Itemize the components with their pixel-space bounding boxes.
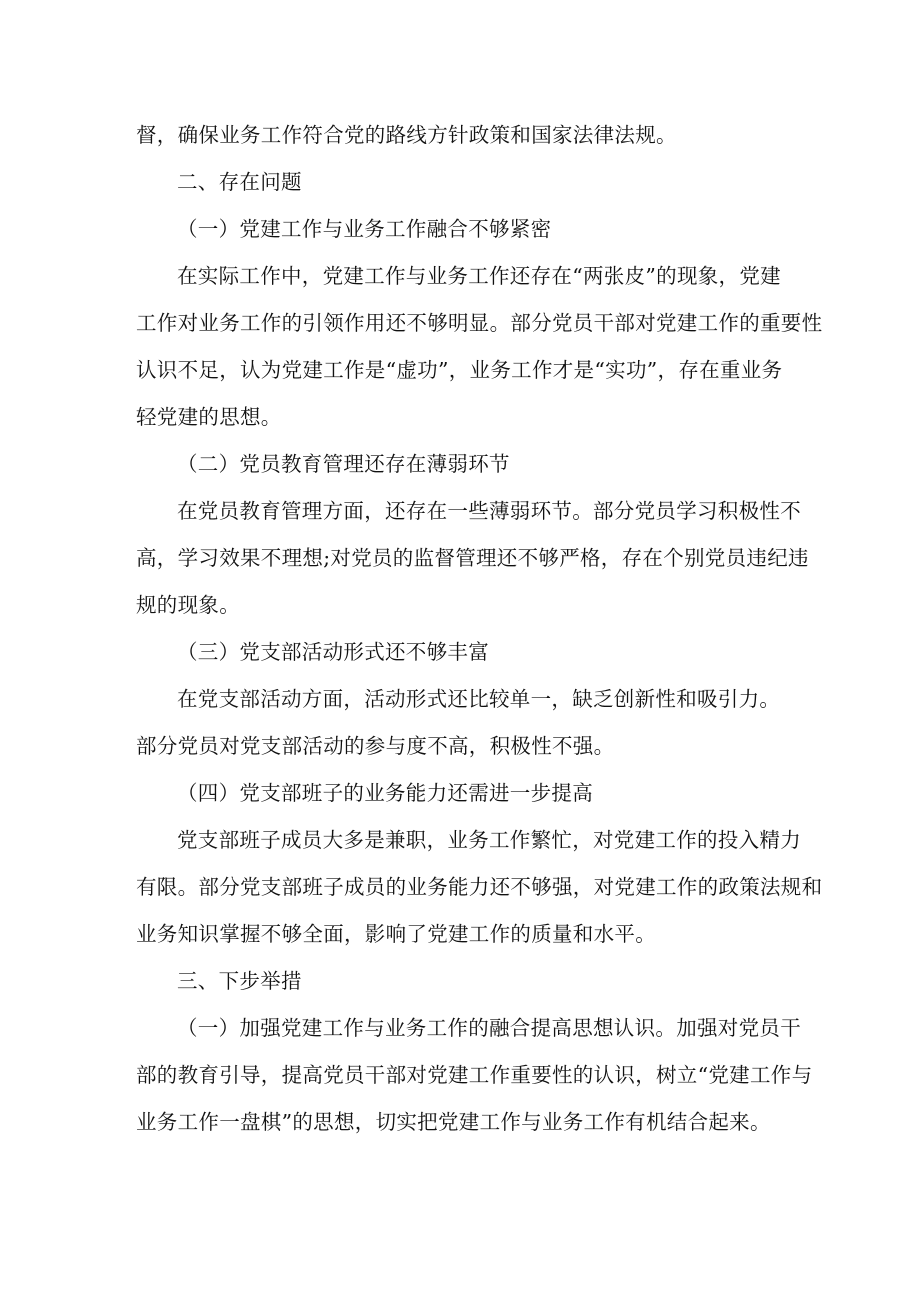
text-line: 轻党建的思想。 — [136, 405, 282, 429]
text-line: 工作对业务工作的引领作用还不够明显。部分党员干部对党建工作的重要性 — [136, 311, 823, 335]
text-line: 业务知识掌握不够全面，影响了党建工作的质量和水平。 — [136, 922, 656, 946]
text-line: 在党员教育管理方面，还存在一些薄弱环节。部分党员学习积极性不 — [177, 499, 801, 523]
text-line: 规的现象。 — [136, 593, 240, 617]
text-line: 业务工作一盘棋”的思想，切实把党建工作与业务工作有机结合起来。 — [136, 1110, 771, 1134]
subsection-heading: （四）党支部班子的业务能力还需进一步提高 — [177, 781, 593, 805]
text-line: 督，确保业务工作符合党的路线方针政策和国家法律法规。 — [136, 123, 677, 147]
text-line: 在党支部活动方面，活动形式还比较单一，缺乏创新性和吸引力。 — [177, 687, 781, 711]
document-body — [136, 112, 823, 1146]
section-heading: 三、下步举措 — [177, 969, 302, 993]
text-line: 认识不足，认为党建工作是“虚功”，业务工作才是“实功”，存在重业务 — [136, 358, 783, 382]
text-line: 部分党员对党支部活动的参与度不高，积极性不强。 — [136, 734, 615, 758]
text-line: 有限。部分党支部班子成员的业务能力还不够强，对党建工作的政策法规和 — [136, 875, 823, 899]
text-line: （一）加强党建工作与业务工作的融合提高思想认识。加强对党员干 — [177, 1016, 801, 1040]
subsection-heading: （二）党员教育管理还存在薄弱环节 — [177, 452, 510, 476]
section-heading: 二、存在问题 — [177, 170, 302, 194]
subsection-heading: （三）党支部活动形式还不够丰富 — [177, 640, 489, 664]
text-line: 党支部班子成员大多是兼职，业务工作繁忙，对党建工作的投入精力 — [177, 828, 801, 852]
text-line: 部的教育引导，提高党员干部对党建工作重要性的认识，树立“党建工作与 — [136, 1063, 813, 1087]
text-line: 高，学习效果不理想;对党员的监督管理还不够严格，存在个别党员违纪违 — [136, 546, 809, 570]
subsection-heading: （一）党建工作与业务工作融合不够紧密 — [177, 217, 552, 241]
text-line: 在实际工作中，党建工作与业务工作还存在“两张皮”的现象，党建 — [177, 264, 781, 288]
